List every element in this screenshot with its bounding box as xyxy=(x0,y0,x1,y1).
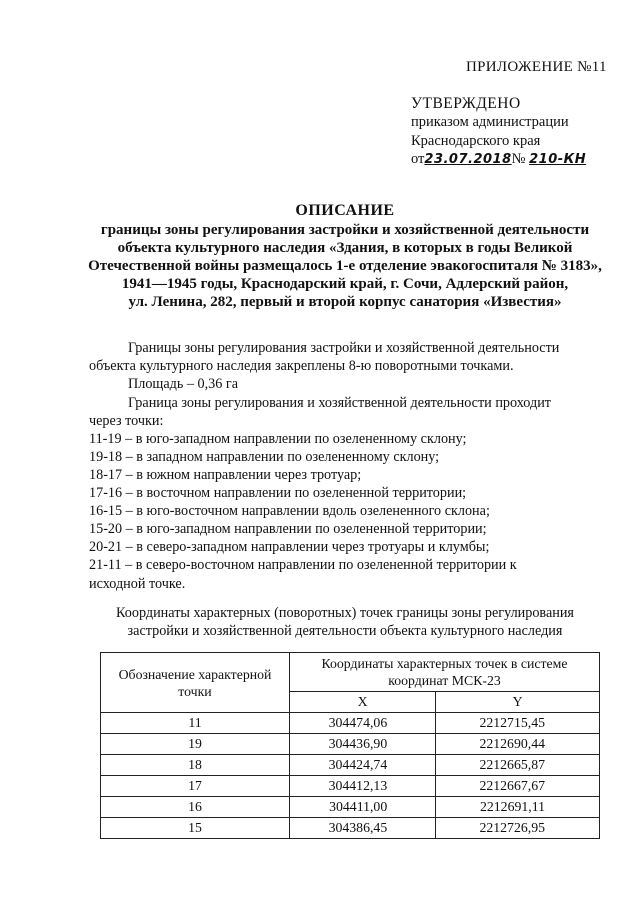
paragraph-1b: объекта культурного наследия закреплены 8-ю поворотными точками. xyxy=(89,358,514,374)
title-line-1: границы зоны регулирования застройки и хозяйственной деятельности xyxy=(100,222,590,238)
segment-item: 16-15 – в юго-восточном направлении вдоль озелененного склона; xyxy=(89,503,490,519)
area-line: Площадь – 0,36 га xyxy=(128,376,239,392)
y-cell: 2212726,95 xyxy=(436,818,600,839)
coords-title-line-1: Координаты характерных (поворотных) точек границы зоны регулирования xyxy=(116,605,574,621)
point-cell: 17 xyxy=(101,776,290,797)
column-header-y: Y xyxy=(436,692,600,713)
number-prefix: № xyxy=(511,151,526,167)
table-row xyxy=(101,776,600,797)
point-cell: 16 xyxy=(101,797,290,818)
approved-line-1: приказом администрации xyxy=(411,114,569,130)
segment-item: 19-18 – в западном направлении по озелененному склону; xyxy=(89,449,440,465)
segment-item: 11-19 – в юго-западном направлении по озелененному склону; xyxy=(89,431,467,447)
point-cell: 15 xyxy=(101,818,290,839)
x-cell: 304474,06 xyxy=(290,713,436,734)
approved-stamp: УТВЕРЖДЕНО xyxy=(411,95,521,112)
y-cell: 2212691,11 xyxy=(436,797,600,818)
table-row xyxy=(101,797,600,818)
segment-item: 21-11 – в северо-восточном направлении по озелененной территории к xyxy=(89,557,517,573)
column-header-x: X xyxy=(290,692,436,713)
x-cell: 304424,74 xyxy=(290,755,436,776)
point-cell: 18 xyxy=(101,755,290,776)
table-row xyxy=(101,818,600,839)
y-cell: 2212690,44 xyxy=(436,734,600,755)
date-prefix: от xyxy=(411,151,425,167)
approval-date-line xyxy=(411,151,586,168)
segment-item: 20-21 – в северо-западном направлении через тротуары и клумбы; xyxy=(89,539,490,555)
handwritten-number: 210-КН xyxy=(529,152,587,167)
table-row xyxy=(101,755,600,776)
y-cell: 2212665,87 xyxy=(436,755,600,776)
segment-item: 15-20 – в юго-западном направлении по озелененной территории; xyxy=(89,521,487,537)
x-cell: 304412,13 xyxy=(290,776,436,797)
segment-item: исходной точке. xyxy=(89,576,186,592)
document-heading: ОПИСАНИЕ xyxy=(295,202,395,219)
table-row xyxy=(101,734,600,755)
x-cell: 304411,00 xyxy=(290,797,436,818)
column-header-point: Обозначение характерной точки xyxy=(101,653,290,713)
appendix-label: ПРИЛОЖЕНИЕ №11 xyxy=(466,59,607,75)
handwritten-date: 23.07.2018 xyxy=(424,152,512,167)
paragraph-3b: через точки: xyxy=(89,413,164,429)
title-line-4: 1941—1945 годы, Краснодарский край, г. Сочи, Адлерский район, xyxy=(121,276,569,292)
x-cell: 304386,45 xyxy=(290,818,436,839)
paragraph-3a: Граница зоны регулирования и хозяйственной деятельности проходит xyxy=(128,395,551,411)
coords-title-line-2: застройки и хозяйственной деятельности объекта культурного наследия xyxy=(127,623,563,639)
coordinates-table xyxy=(100,652,600,839)
title-line-3: Отечественной войны размещалось 1-е отделение эвакогоспиталя № 3183», xyxy=(88,258,602,274)
paragraph-1a: Границы зоны регулирования застройки и хозяйственной деятельности xyxy=(128,340,560,356)
title-line-5: ул. Ленина, 282, первый и второй корпус санатория «Известия» xyxy=(128,294,562,310)
segment-item: 17-16 – в восточном направлении по озелененной территории; xyxy=(89,485,467,501)
column-header-coordinates: Координаты характерных точек в системе координат МСК-23 xyxy=(290,653,600,692)
point-cell: 11 xyxy=(101,713,290,734)
title-line-2: объекта культурного наследия «Здания, в которых в годы Великой xyxy=(117,240,573,256)
approved-line-2: Краснодарского края xyxy=(411,133,541,149)
x-cell: 304436,90 xyxy=(290,734,436,755)
y-cell: 2212667,67 xyxy=(436,776,600,797)
point-cell: 19 xyxy=(101,734,290,755)
table-row xyxy=(101,713,600,734)
segment-item: 18-17 – в южном направлении через тротуар; xyxy=(89,467,362,483)
y-cell: 2212715,45 xyxy=(436,713,600,734)
